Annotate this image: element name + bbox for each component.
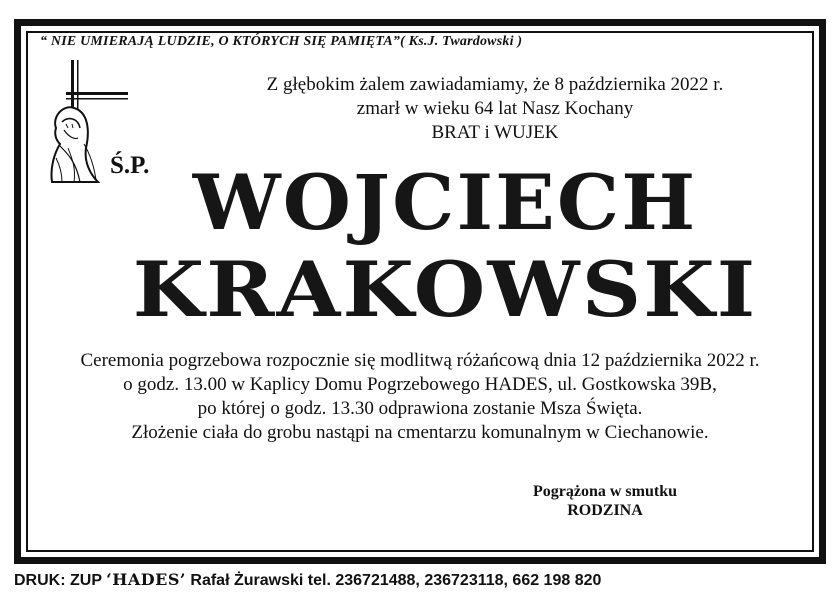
deceased-last-name: KRAKOWSKI — [132, 245, 758, 334]
ceremony-line-2: o godz. 13.00 w Kaplicy Domu Pogrzebowego HADES, ul. Gostkowska 39B, — [123, 374, 717, 395]
sp-label: Ś.P. — [110, 152, 150, 179]
mourners-signature — [490, 482, 720, 520]
mourners-line-1: Pogrążona w smutku — [532, 483, 677, 500]
intro-line-3: BRAT i WUJEK — [431, 122, 559, 143]
intro-line-2: zmarł w wieku 64 lat Nasz Kochany — [356, 98, 634, 119]
mourners-line-2: RODZINA — [567, 502, 643, 519]
footer-owner: Rafał Żurawski — [185, 572, 308, 589]
intro-line-1: Z głębokim żalem zawiadamiamy, że 8 października 2022 r. — [266, 74, 724, 95]
footer-company: ‘HADES’ — [106, 570, 186, 589]
deceased-first-name: WOJCIECH — [192, 158, 698, 247]
announcement-intro — [200, 73, 790, 145]
ceremony-line-4: Złożenie ciała do grobu nastąpi na cmentarzu komunalnym w Ciechanowie. — [131, 422, 709, 443]
ceremony-details — [30, 349, 810, 445]
printer-footer — [14, 570, 601, 590]
motto-quote: “ NIE UMIERAJĄ LUDZIE, O KTÓRYCH SIĘ PAMIĘTA”( Ks.J. Twardowski ) — [40, 34, 523, 49]
footer-phones: tel. 236721488, 236723118, 662 198 820 — [307, 572, 602, 589]
ceremony-line-3: po której o godz. 13.30 odprawiona zostanie Msza Święta. — [197, 398, 643, 419]
ceremony-line-1: Ceremonia pogrzebowa rozpocznie się modlitwą różańcową dnia 12 października 2022 r. — [80, 350, 760, 371]
footer-prefix: DRUK: ZUP — [14, 572, 107, 589]
